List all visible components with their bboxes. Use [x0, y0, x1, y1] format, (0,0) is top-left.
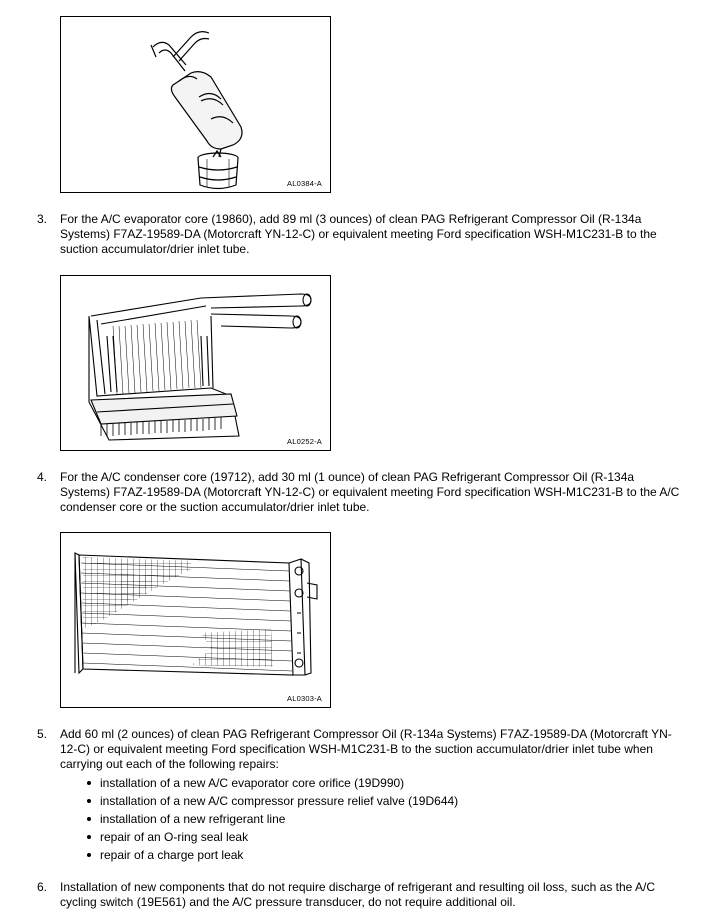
- list-item: [100, 846, 458, 864]
- condenser-core-illustration: [61, 533, 330, 707]
- step-number: 6.: [37, 880, 48, 894]
- step-text: Add 60 ml (2 ounces) of clean PAG Refrigerant Compressor Oil (R-134a Systems) F7AZ-19589-DA (Motorcraft YN-12-C) or equivalent meeting Ford specification WSH-M1C231-B to the suction accumulator/drier inlet tube when carrying out each of the following repairs:: [60, 727, 672, 771]
- evaporator-core-illustration: [61, 276, 330, 450]
- list-item: [100, 792, 458, 810]
- list-item-text: installation of a new refrigerant line: [100, 812, 286, 826]
- step-number: 3.: [37, 212, 48, 226]
- list-item-text: installation of a new A/C evaporator core orifice (19D990): [100, 776, 405, 790]
- figure-label: AL0252-A: [287, 437, 322, 446]
- list-item: [100, 828, 458, 846]
- list-item-text: repair of an O-ring seal leak: [100, 830, 249, 844]
- step-number: 4.: [37, 470, 48, 484]
- list-item: [100, 774, 458, 792]
- step-text: For the A/C condenser core (19712), add 30 ml (1 ounce) of clean PAG Refrigerant Compressor Oil (R-134a Systems) F7AZ-19589-DA (Motorcraft YN-12-C) or equivalent meeting Ford specification WSH-M1C231-B to the A/C condenser core or the suction accumulator/drier inlet tube.: [60, 470, 680, 514]
- figure-label: AL0384-A: [287, 179, 322, 188]
- figure-accumulator-drain: [60, 16, 331, 193]
- figure-condenser-core: [60, 532, 331, 708]
- step-number: 5.: [37, 727, 48, 741]
- bullet-icon: [87, 817, 91, 821]
- bullet-icon: [87, 835, 91, 839]
- bullet-icon: [87, 781, 91, 785]
- list-item: [100, 810, 458, 828]
- repair-list: [100, 774, 458, 864]
- list-item-text: installation of a new A/C compressor pressure relief valve (19D644): [100, 794, 459, 808]
- accumulator-drain-illustration: [61, 17, 330, 192]
- figure-evaporator-core: [60, 275, 331, 451]
- step-text: Installation of new components that do not require discharge of refrigerant and resulting oil loss, such as the A/C cycling switch (19E561) and the A/C pressure transducer, do not require additional oil.: [60, 880, 656, 909]
- bullet-icon: [87, 799, 91, 803]
- step-text: For the A/C evaporator core (19860), add 89 ml (3 ounces) of clean PAG Refrigerant Compressor Oil (R-134a Systems) F7AZ-19589-DA (Motorcraft YN-12-C) or equivalent meeting Ford specification WSH-M1C231-B to the suction accumulator/drier inlet tube.: [60, 212, 657, 256]
- figure-label: AL0303-A: [287, 694, 322, 703]
- bullet-icon: [87, 853, 91, 857]
- list-item-text: repair of a charge port leak: [100, 848, 244, 862]
